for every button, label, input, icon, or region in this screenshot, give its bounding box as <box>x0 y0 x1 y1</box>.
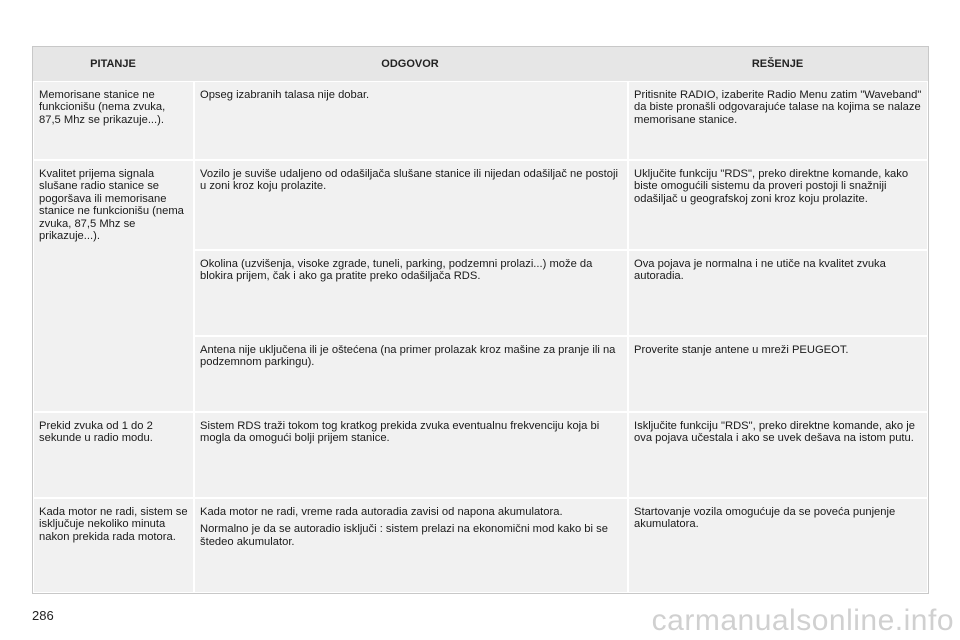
row-2-resenje: Uključite funkciju "RDS", preko direktne komande, kako biste omogućili sistemu da proveri postoji li snažniji odašiljač u geografskoj zoni kroz koju prolazite. <box>628 160 928 250</box>
row-6-pitanje: Kada motor ne radi, sistem se isključuje nekoliko minuta nakon prekida rada motora. <box>33 498 194 593</box>
row-6-resenje: Startovanje vozila omogućuje da se poveća punjenje akumulatora. <box>628 498 928 593</box>
row-3-resenje: Ova pojava je normalna i ne utiče na kvalitet zvuka autoradia. <box>628 250 928 336</box>
row-6-odgovor-paragraph-1: Kada motor ne radi, vreme rada autoradia zavisi od napona akumulatora. <box>200 506 563 518</box>
row-5-odgovor: Sistem RDS traži tokom tog kratkog prekida zvuka eventualnu frekvenciju koja bi mogla da omogući bolji prijem stanice. <box>194 412 628 498</box>
header-pitanje: PITANJE <box>90 58 136 70</box>
row-3-odgovor: Okolina (uzvišenja, visoke zgrade, tuneli, parking, podzemni prolazi...) može da blokira prijem, čak i ako ga pratite preko odašiljača RDS. <box>194 250 628 336</box>
row-1-pitanje: Memorisane stanice ne funkcionišu (nema zvuka, 87,5 Mhz se prikazuje...). <box>33 81 194 160</box>
row-2-odgovor: Vozilo je suviše udaljeno od odašiljača slušane stanice ili nijedan odašiljač ne postoji u zoni kroz koju prolazite. <box>194 160 628 250</box>
row-5-resenje: Isključite funkciju "RDS", preko direktne komande, ako je ova pojava učestala i ako se uvek dešava na istom putu. <box>628 412 928 498</box>
troubleshooting-table <box>32 46 929 594</box>
footer-watermark: carmanualsonline.info <box>651 604 954 637</box>
row-1-odgovor: Opseg izabranih talasa nije dobar. <box>194 81 628 160</box>
row-1-resenje: Pritisnite RADIO, izaberite Radio Menu zatim "Waveband" da biste pronašli odgovarajuće talase na kojima se nalaze memorisane stanice. <box>628 81 928 160</box>
row-5-pitanje: Prekid zvuka od 1 do 2 sekunde u radio modu. <box>33 412 194 498</box>
header-resenje: REŠENJE <box>751 58 804 70</box>
table-header <box>33 47 928 82</box>
row-4-odgovor: Antena nije uključena ili je oštećena (na primer prolazak kroz mašine za pranje ili na podzemnom parkingu). <box>194 336 628 412</box>
row-6-odgovor-paragraph-2: Normalno je da se autoradio isključi : sistem prelazi na ekonomični mod kako bi se štedeo akumulator. <box>200 523 608 548</box>
row-2-pitanje: Kvalitet prijema signala slušane radio stanice se pogoršava ili memorisane stanice ne funkcionišu (nema zvuka, 87,5 Mhz se prikazuje...). <box>33 160 194 412</box>
page-number: 286 <box>32 608 54 623</box>
row-4-resenje: Proverite stanje antene u mreži PEUGEOT. <box>628 336 928 412</box>
row-6-odgovor <box>194 498 628 593</box>
header-odgovor: ODGOVOR <box>381 58 439 70</box>
